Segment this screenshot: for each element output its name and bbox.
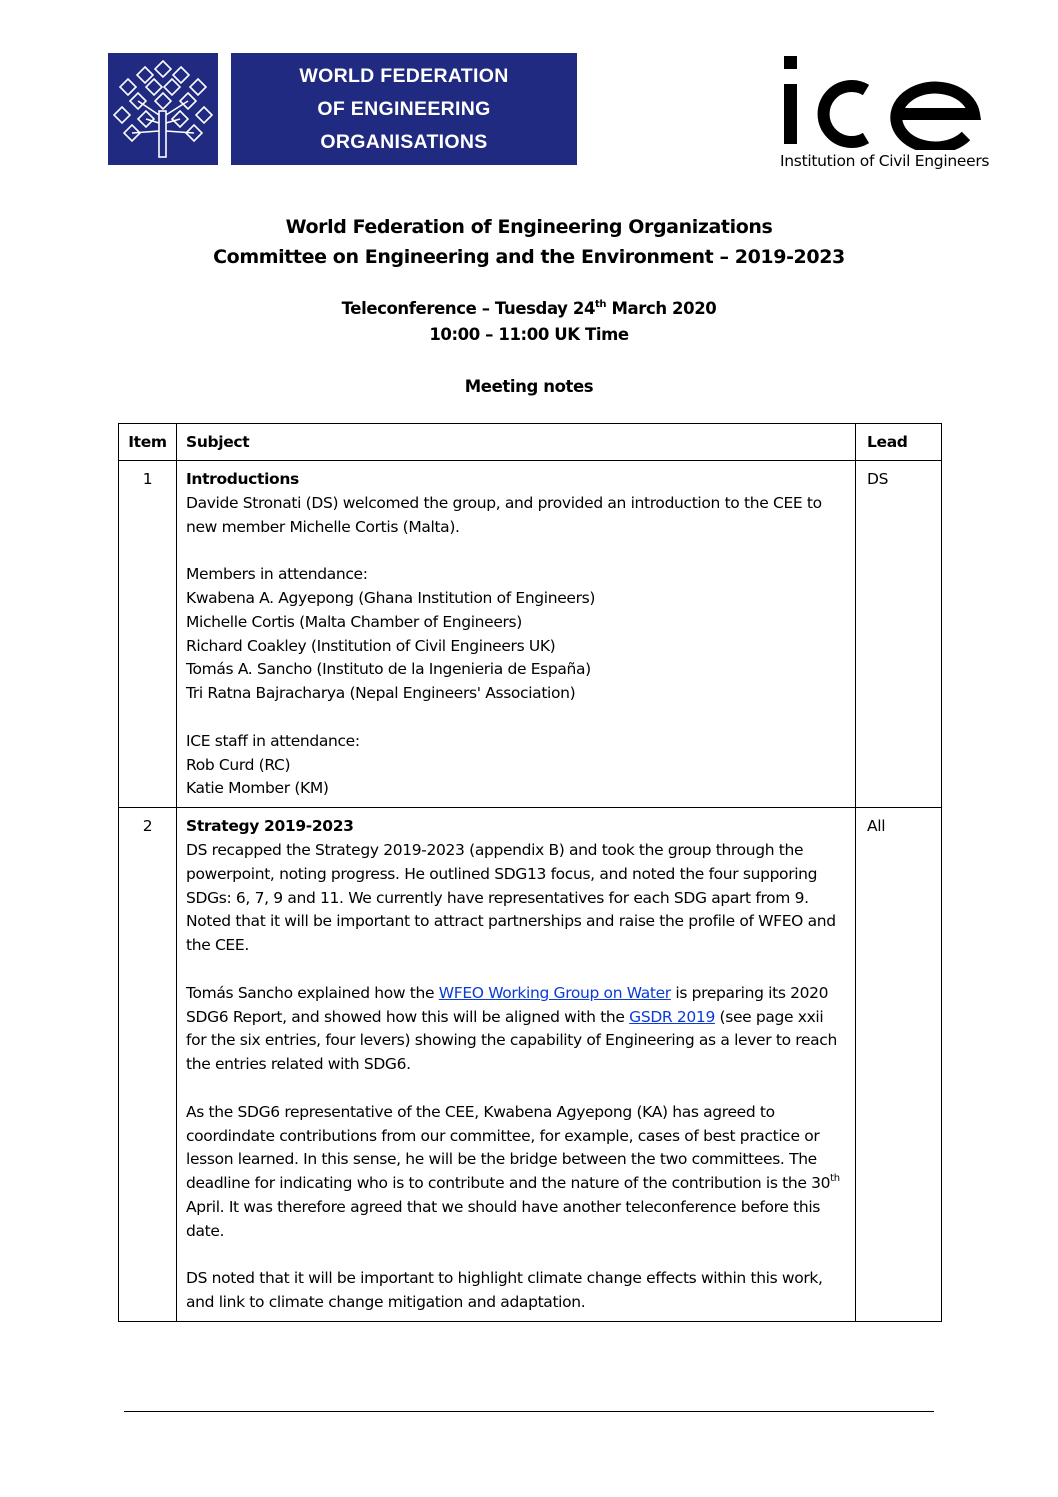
staff-heading: ICE staff in attendance: (186, 731, 360, 750)
wfeo-name-line: WORLD FEDERATION (299, 64, 509, 87)
wfeo-name-line: ORGANISATIONS (320, 130, 488, 153)
document-title (0, 212, 1058, 272)
strategy-paragraph: DS recapped the Strategy 2019-2023 (appendix B) and took the group through the powerpoint, noting progress. He outlined SDG13 focus, and noted the four supporing SDGs: 6, 7, 9 and 11. We currently have representatives for each SDG apart from 9. Noted that it will be important to attract partnerships and raise the profile of WFEO and the CEE. (186, 840, 836, 955)
item-subject (177, 461, 856, 808)
wfeo-tree-logo (108, 53, 218, 165)
staff-entry: Rob Curd (RC) (186, 755, 291, 774)
members-heading: Members in attendance: (186, 565, 368, 584)
ice-subtitle: Institution of Civil Engineers (780, 152, 990, 170)
table-row (119, 808, 942, 1322)
intro-paragraph: Davide Stronati (DS) welcomed the group, and provided an introduction to the CEE to new member Michelle Cortis (Malta). (186, 493, 822, 536)
member-entry: Michelle Cortis (Malta Chamber of Engineers) (186, 612, 522, 631)
gsdr-2019-link[interactable]: GSDR 2019 (629, 1007, 715, 1026)
wfeo-name-block (231, 53, 577, 165)
footer-divider (124, 1411, 934, 1412)
table-row (119, 461, 942, 808)
title-line-2: Committee on Engineering and the Environment – 2019-2023 (213, 246, 845, 268)
item-lead: All (856, 808, 942, 1322)
header-subject: Subject (177, 424, 856, 461)
section-heading: Meeting notes (464, 377, 594, 396)
ice-logo (778, 50, 988, 175)
teleconference-date: Teleconference – Tuesday 24th March 2020 (341, 299, 717, 318)
ice-wordmark (778, 50, 983, 150)
header-lead: Lead (856, 424, 942, 461)
item-lead: DS (856, 461, 942, 808)
climate-paragraph: DS noted that it will be important to highlight climate change effects within this work, and link to climate change mitigation and adaptation. (186, 1269, 823, 1312)
wfeo-water-group-link[interactable]: WFEO Working Group on Water (438, 983, 671, 1002)
wfeo-name-line: OF ENGINEERING (317, 97, 491, 120)
item-number: 1 (119, 461, 177, 808)
sdg6-paragraph: As the SDG6 representative of the CEE, Kwabena Agyepong (KA) has agreed to coordindate contributions from our committee, for example, cases of best practice or lesson learned. In this sense, he will be the bridge between the two committees. The deadline for indicating who is to contribute and the nature of the contribution is the 30th April. It was therefore agreed that we should have another teleconference before this date. (186, 1102, 840, 1240)
member-entry: Tri Ratna Bajracharya (Nepal Engineers' Association) (186, 684, 576, 703)
water-report-paragraph: Tomás Sancho explained how the WFEO Working Group on Water is preparing its 2020 SDG6 Report, and showed how this will be aligned with the GSDR 2019 (see page xxii for the six entries, four levers) showing the capability of Engineering as a lever to reach the entries related with SDG6. (186, 983, 837, 1074)
member-entry: Richard Coakley (Institution of Civil Engineers UK) (186, 636, 556, 655)
item-title: Strategy 2019-2023 (186, 817, 354, 836)
item-number: 2 (119, 808, 177, 1322)
meeting-time: 10:00 – 11:00 UK Time (429, 325, 629, 344)
title-line-1: World Federation of Engineering Organizations (285, 216, 773, 238)
meeting-notes-table (118, 423, 942, 1322)
table-header-row (119, 424, 942, 461)
staff-entry: Katie Momber (KM) (186, 779, 329, 798)
item-title: Introductions (186, 470, 299, 488)
header-item: Item (119, 424, 177, 461)
meeting-details (0, 296, 1058, 348)
member-entry: Tomás A. Sancho (Instituto de la Ingenieria de España) (186, 660, 591, 679)
member-entry: Kwabena A. Agyepong (Ghana Institution of Engineers) (186, 588, 596, 607)
item-subject (177, 808, 856, 1322)
